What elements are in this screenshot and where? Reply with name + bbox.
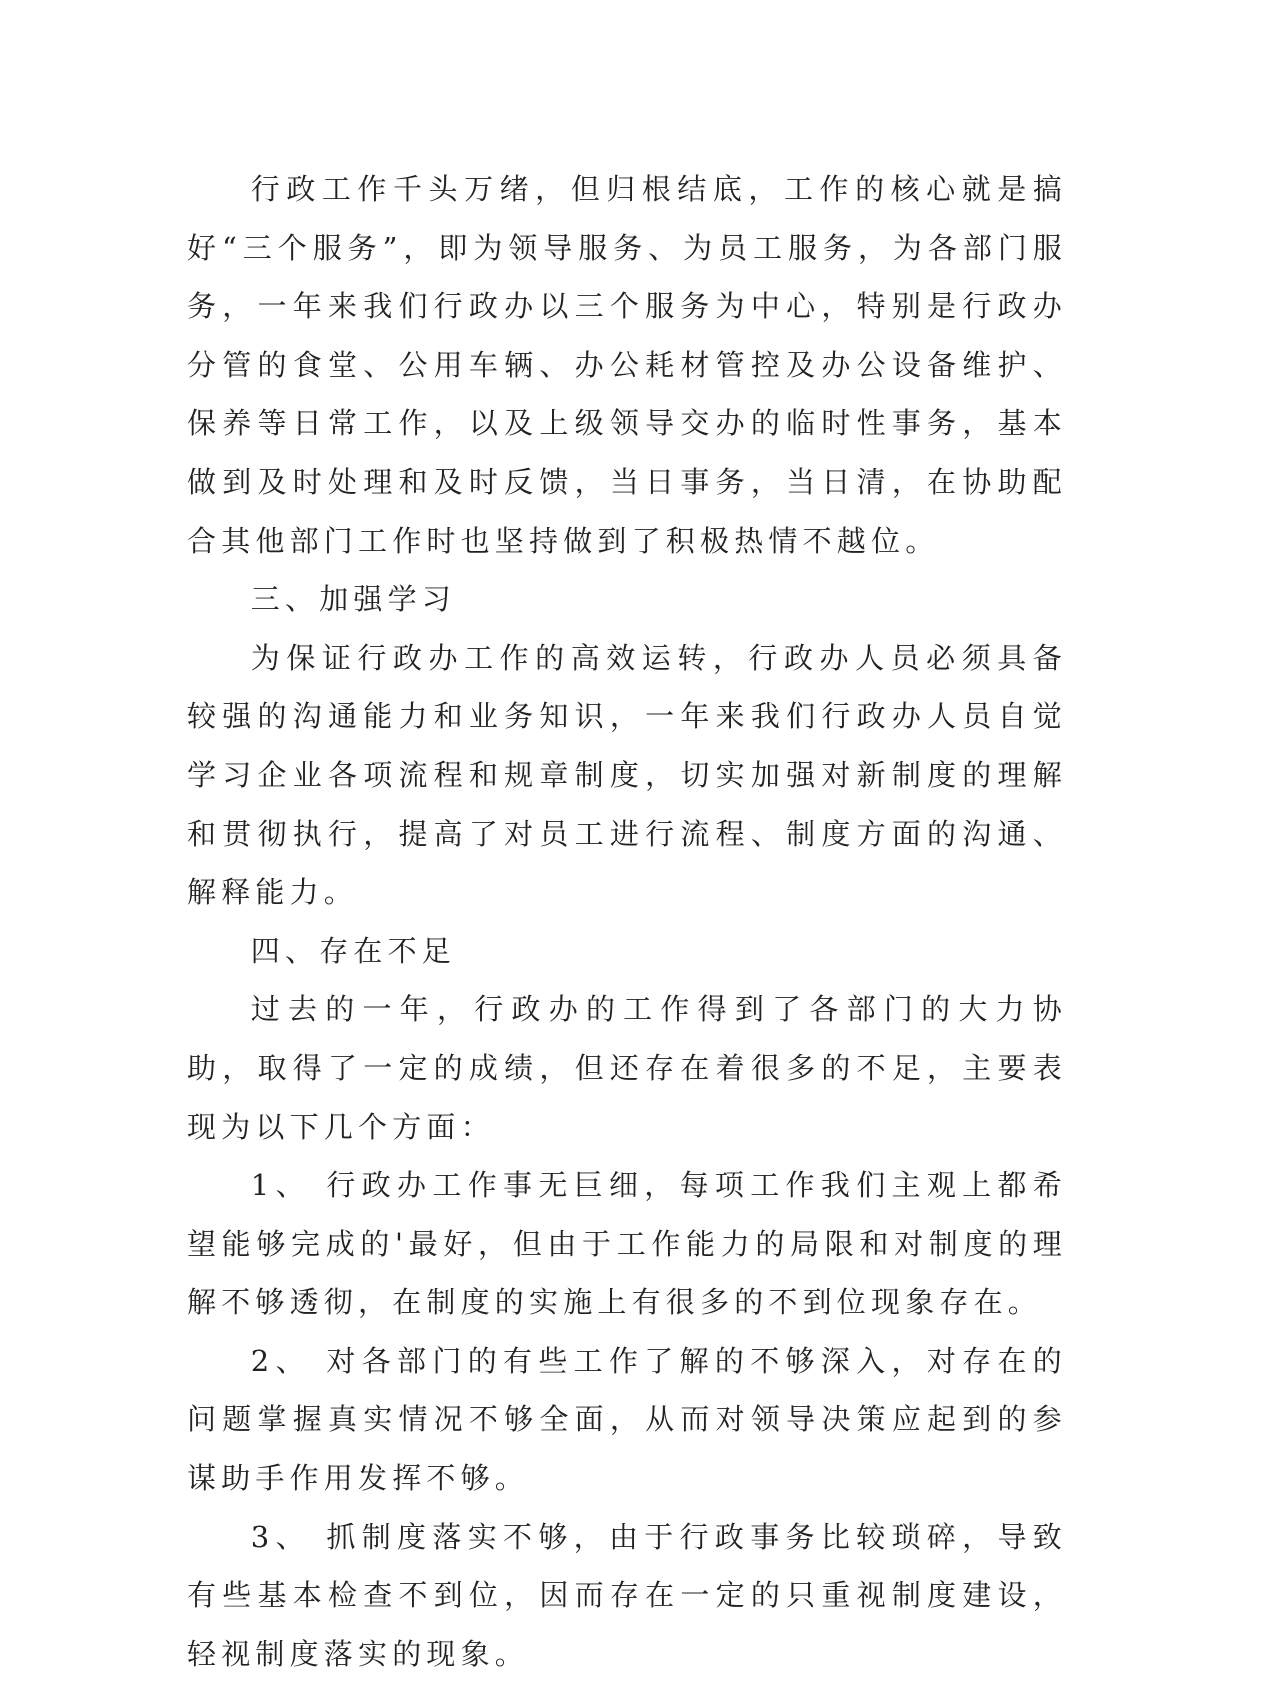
- list-item-shortcoming-2: 2、 对各部门的有些工作了解的不够深入，对存在的问题掌握真实情况不够全面，从而对领导决策应起到的参谋助手作用发挥不够。: [187, 1343, 1067, 1496]
- paragraph-learning: 为保证行政办工作的高效运转，行政办人员必须具备较强的沟通能力和业务知识，一年来我们行政办人员自觉学习企业各项流程和规章制度，切实加强对新制度的理解和贯彻执行，提高了对员工进行流程、制度方面的沟通、解释能力。: [187, 640, 1067, 910]
- list-item-shortcoming-3: 3、 抓制度落实不够，由于行政事务比较琐碎，导致有些基本检查不到位，因而存在一定的只重视制度建设，轻视制度落实的现象。: [187, 1519, 1067, 1671]
- section-heading-strengthen-learning: 三、加强学习: [250, 582, 456, 617]
- paragraph-three-services: 行政工作千头万绪，但归根结底，工作的核心就是搞好“三个服务”，即为领导服务、为员工服务，为各部门服务，一年来我们行政办以三个服务为中心，特别是行政办分管的食堂、公用车辆、办公耗材管控及办公设备维护、保养等日常工作，以及上级领导交办的临时性事务，基本做到及时处理和及时反馈，当日事务，当日清，在协助配合其他部门工作时也坚持做到了积极热情不越位。: [187, 172, 1067, 558]
- document-body: [187, 160, 1067, 1683]
- section-heading-shortcomings: 四、存在不足: [250, 933, 456, 968]
- paragraph-shortcomings-intro: 过去的一年，行政办的工作得到了各部门的大力协助，取得了一定的成绩，但还存在着很多的不足，主要表现为以下几个方面：: [187, 992, 1067, 1144]
- list-item-shortcoming-1: 1、 行政办工作事无巨细，每项工作我们主观上都希望能够完成的'最好，但由于工作能力的局限和对制度的理解不够透彻，在制度的实施上有很多的不到位现象存在。: [187, 1168, 1067, 1320]
